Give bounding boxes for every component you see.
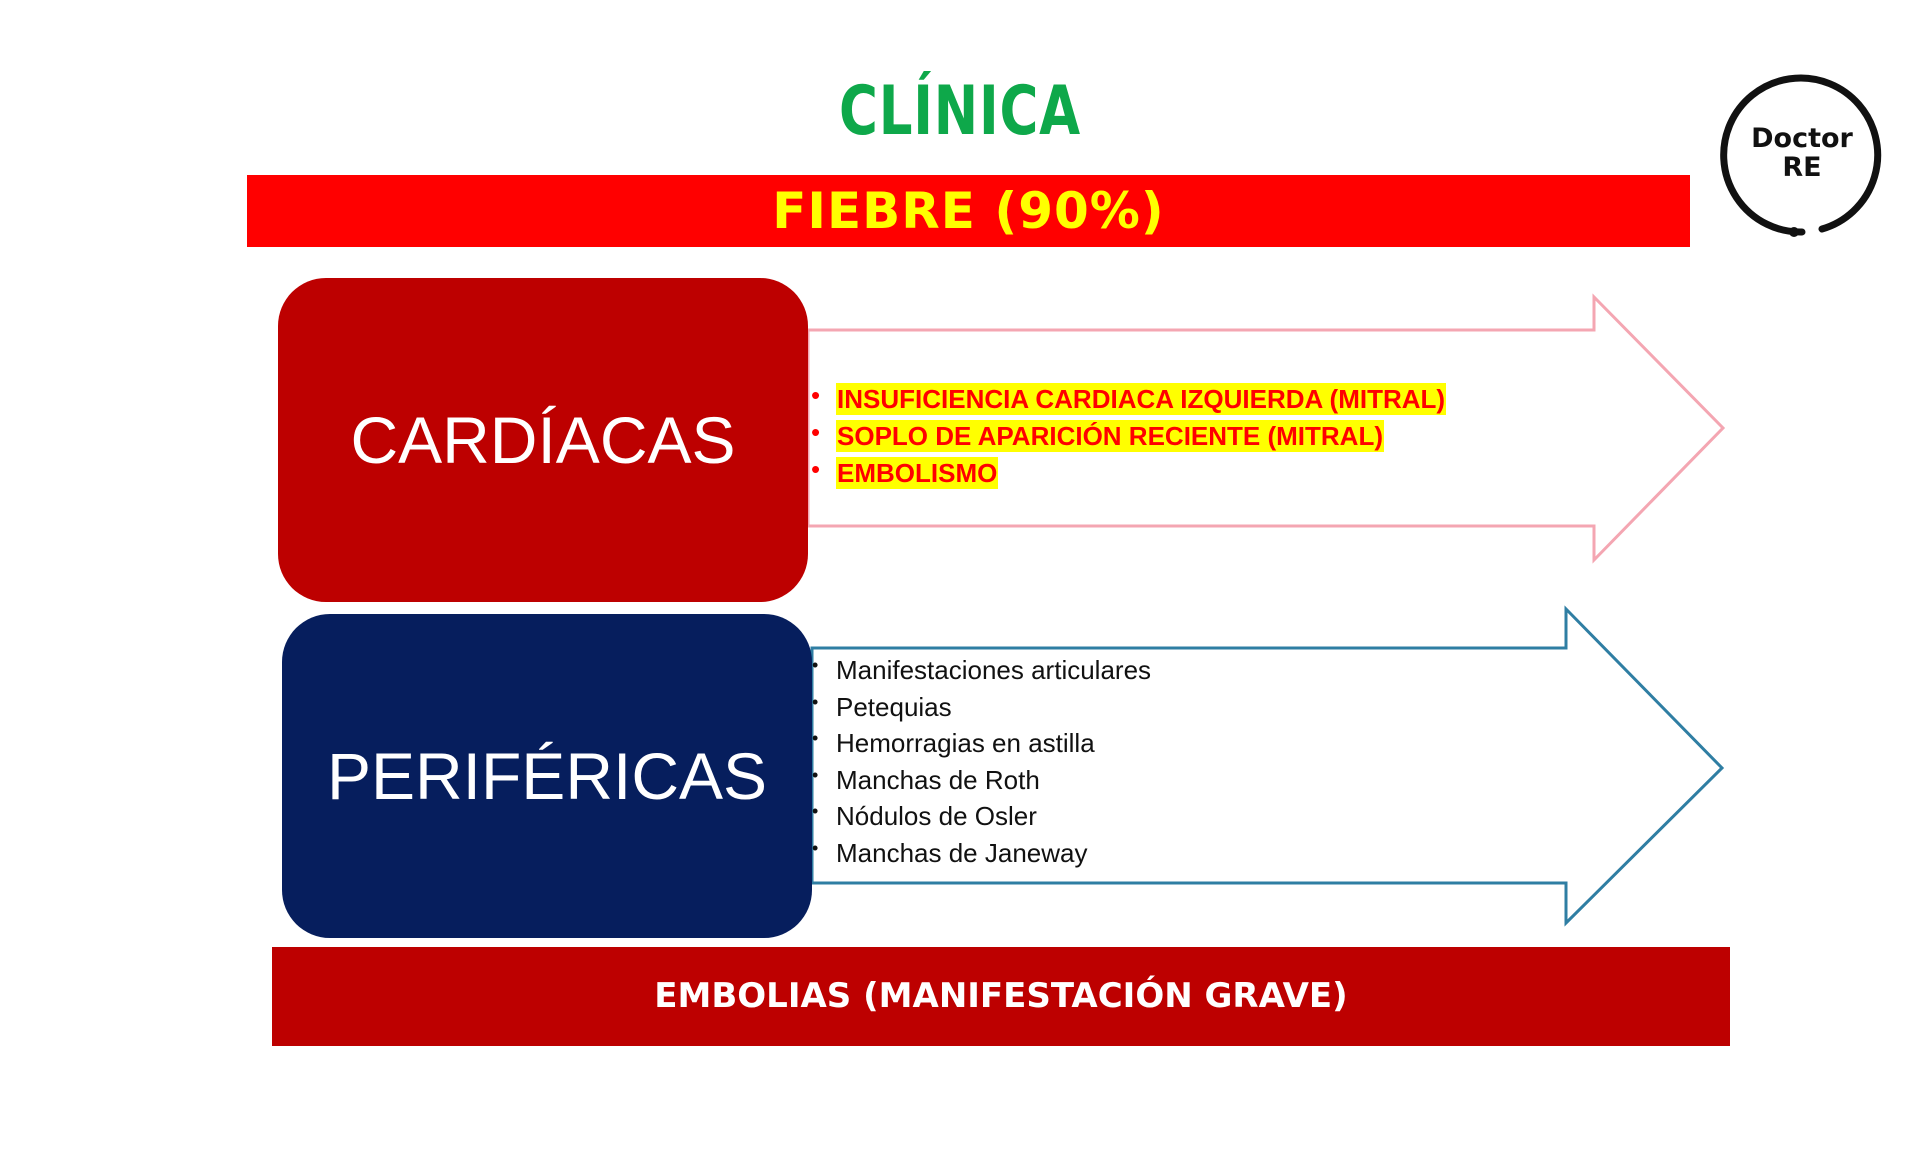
peripheral-box — [282, 614, 812, 938]
cardiac-item: EMBOLISMO — [837, 458, 998, 488]
bullet-icon: • — [812, 691, 819, 712]
logo-text-line2: RE — [1782, 152, 1822, 183]
list-item — [810, 762, 1151, 799]
bullet-icon: • — [812, 655, 819, 675]
list-item — [810, 798, 1151, 835]
peripheral-item: Manifestaciones articulares — [836, 655, 1152, 685]
cardiac-label: CARDÍACAS — [350, 403, 736, 477]
bullet-icon: • — [812, 764, 819, 785]
list-item — [810, 725, 1151, 762]
bullet-icon: • — [811, 454, 821, 484]
peripheral-item: Manchas de Janeway — [836, 837, 1088, 868]
slide-title: CLÍNICA — [838, 72, 1082, 151]
bullet-icon: • — [811, 417, 821, 447]
bullet-icon: • — [812, 801, 819, 822]
list-item — [810, 835, 1151, 872]
bullet-icon: • — [812, 837, 819, 858]
peripheral-item: Manchas de Roth — [836, 764, 1040, 795]
peripheral-label: PERIFÉRICAS — [326, 739, 768, 813]
logo-text-line1: Doctor — [1751, 123, 1853, 154]
peripheral-item: Nódulos de Osler — [836, 801, 1037, 832]
list-item — [810, 455, 1446, 492]
cardiac-list — [810, 381, 1446, 492]
cardiac-item: INSUFICIENCIA CARDIACA IZQUIERDA (MITRAL) — [837, 384, 1446, 414]
cardiac-item: SOPLO DE APARICIÓN RECIENTE (MITRAL) — [837, 421, 1383, 451]
peripheral-list — [810, 652, 1151, 872]
cardiac-box — [278, 278, 808, 602]
peripheral-item: Hemorragias en astilla — [836, 728, 1095, 759]
list-item — [810, 381, 1446, 418]
peripheral-item: Petequias — [836, 691, 952, 722]
bullet-icon: • — [811, 380, 821, 410]
embolism-banner — [272, 947, 1730, 1046]
list-item — [810, 652, 1151, 689]
list-item — [810, 418, 1446, 455]
embolism-label: EMBOLIAS (MANIFESTACIÓN GRAVE) — [654, 976, 1348, 1016]
bullet-icon: • — [812, 728, 819, 749]
fever-label: FIEBRE (90%) — [772, 182, 1165, 240]
list-item — [810, 689, 1151, 726]
